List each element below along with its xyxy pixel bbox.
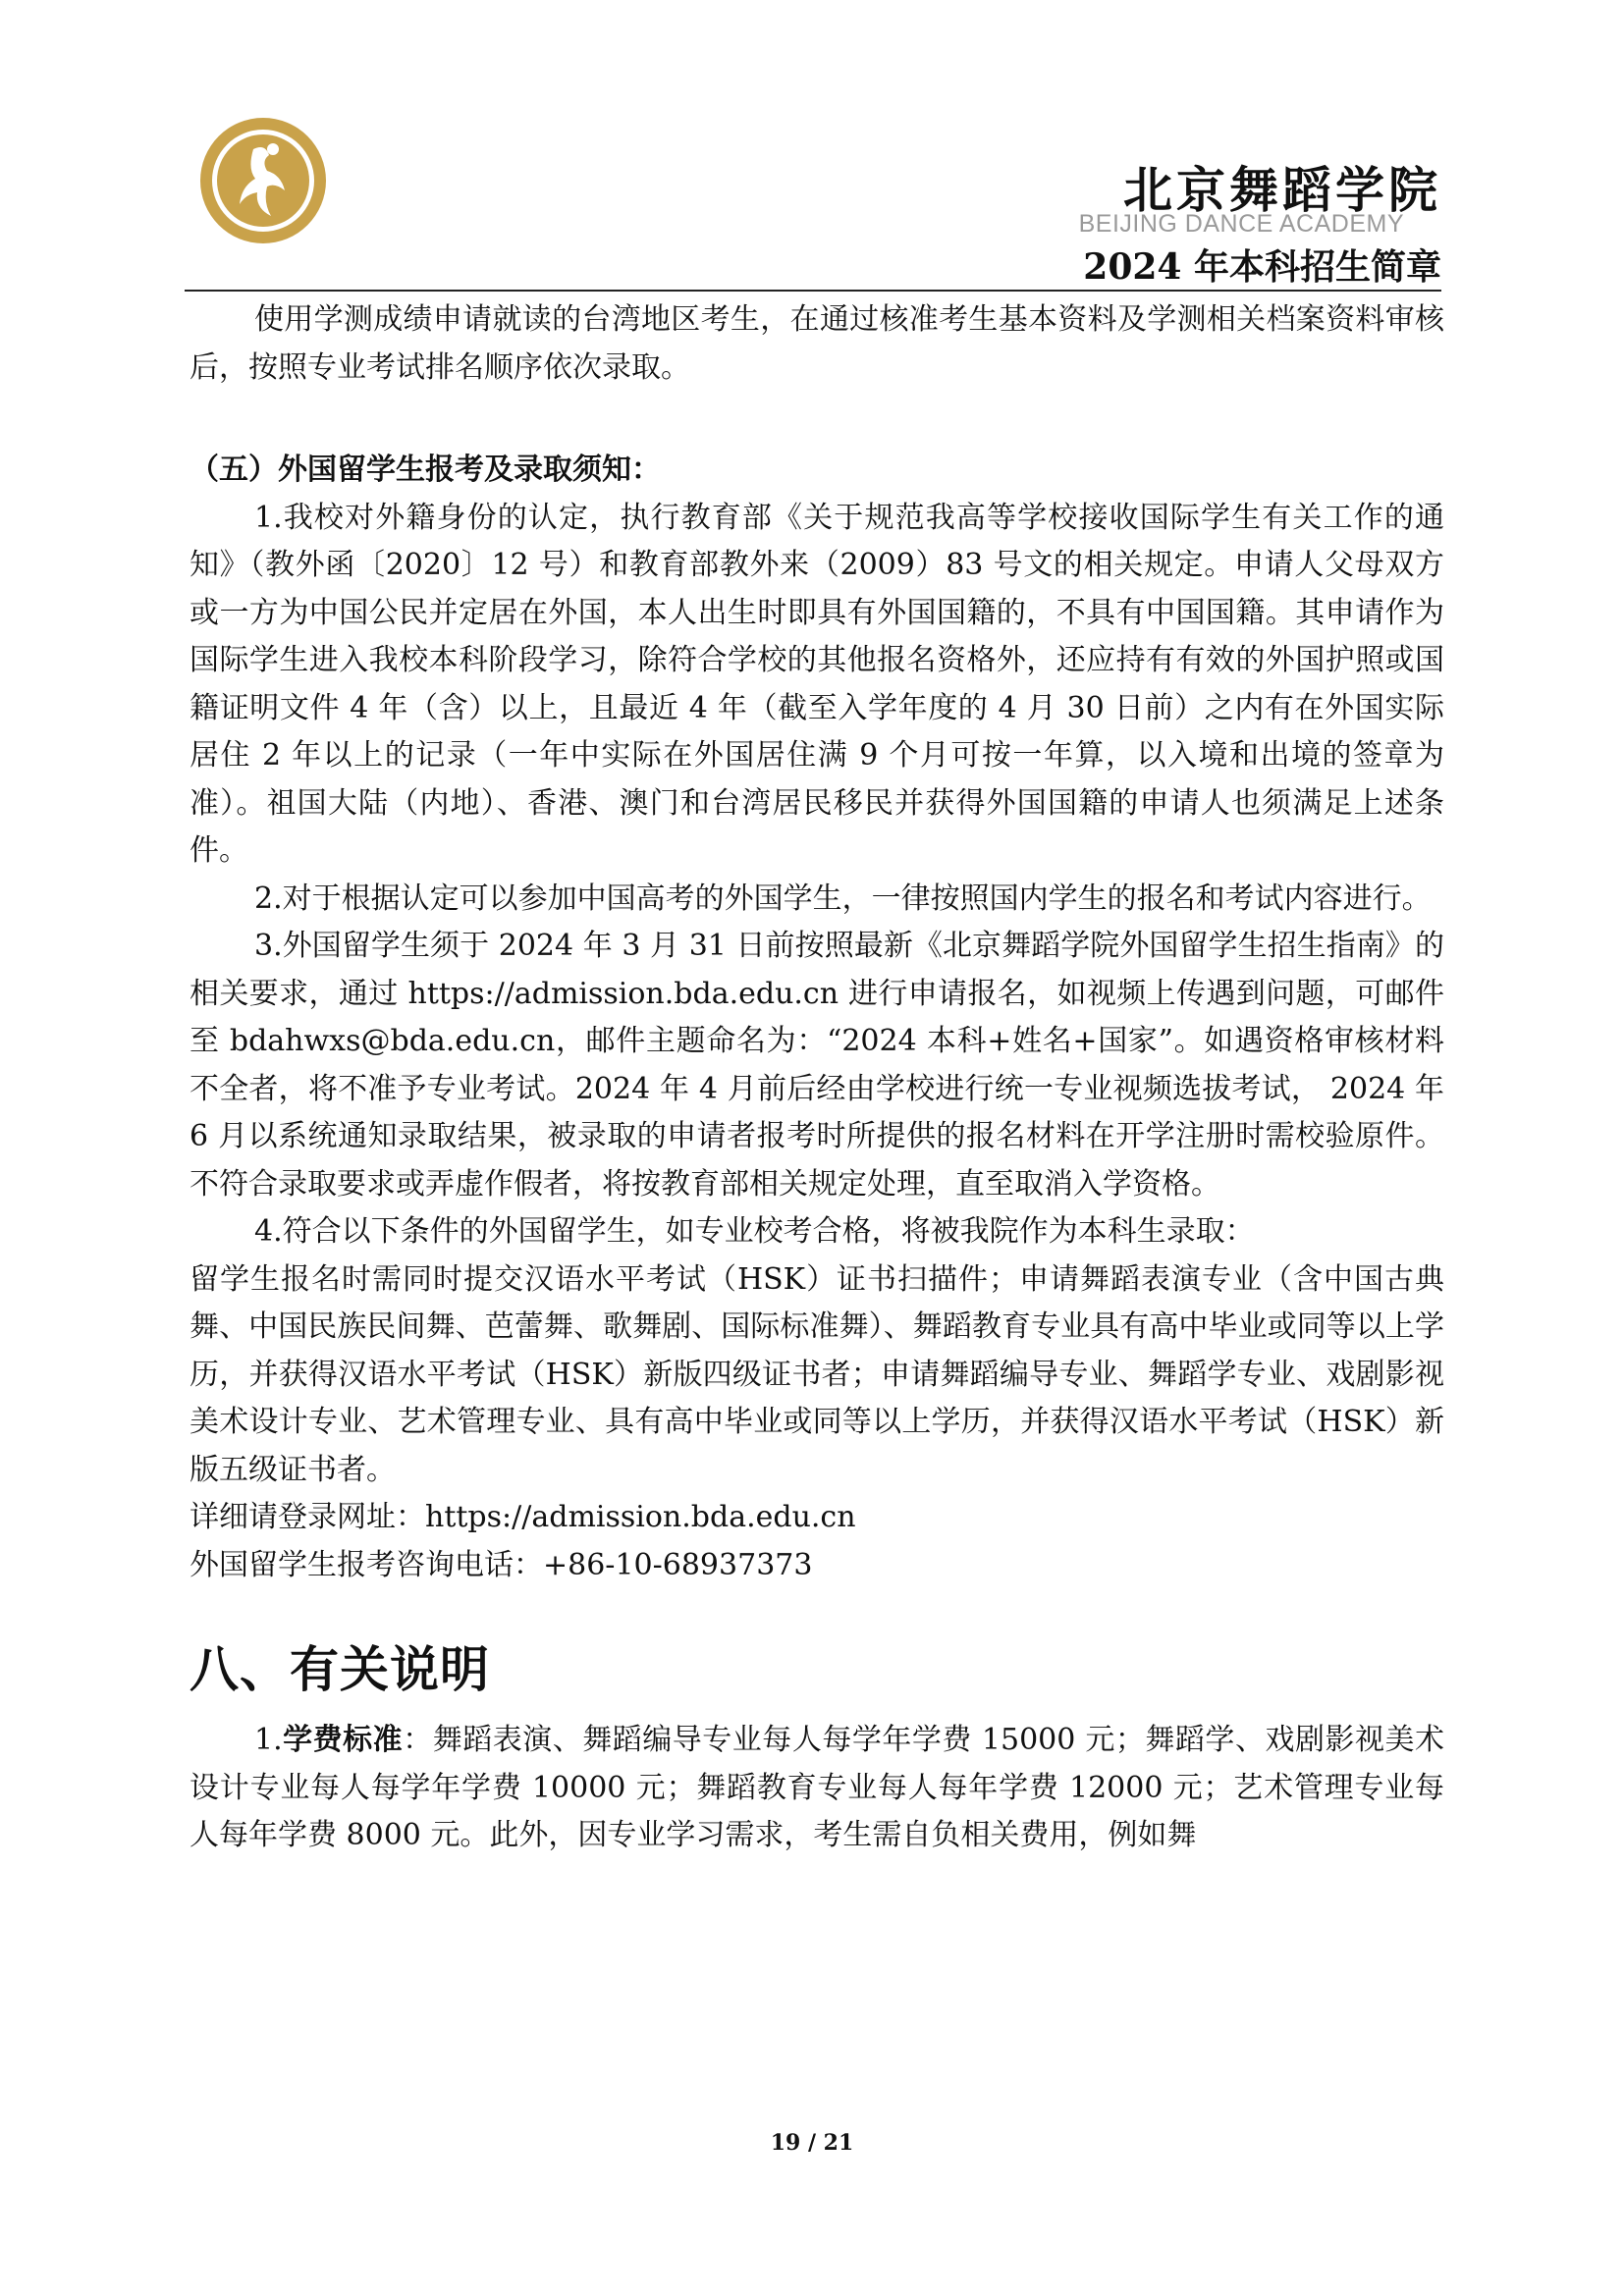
document-body xyxy=(189,296,1444,1860)
page-number: 19 / 21 xyxy=(770,2130,854,2156)
academy-logo xyxy=(196,114,330,247)
tuition-paragraph xyxy=(189,1717,1444,1860)
website-line: 详细请登录网址：https://admission.bda.edu.cn xyxy=(189,1500,856,1534)
header-divider xyxy=(185,290,1441,292)
foreign-student-item-1: 1.我校对外籍身份的认定，执行教育部《关于规范我高等学校接收国际学生有关工作的通知》（教外函〔2020〕12 号）和教育部教外来（2009）83 号文的相关规定。申请人父母双方或一方为中国公民并定居在外国，本人出生时即具有外国国籍的，不具有中国国籍。其申请作为国际学生进入我校本科阶段学习，除符合学校的其他报名资格外，还应持有有效的外国护照或国籍证明文件 4 年（含）以上，且最近 4 年（截至入学年度的 4 月 30 日前）之内有在外国实际居住 2 年以上的记录（一年中实际在外国居住满 9 个月可按一年算，以入境和出境的签章为准）。祖国大陆（内地）、香港、澳门和台湾居民移民并获得外国国籍的申请人也须满足上述条件。 xyxy=(189,500,1444,868)
spacer xyxy=(189,392,1444,447)
foreign-student-item-4: 4.符合以下条件的外国留学生，如专业校考合格，将被我院作为本科生录取： xyxy=(254,1214,1255,1249)
spacer xyxy=(189,1709,1444,1717)
tuition-label: 学费标准 xyxy=(282,1723,404,1757)
school-name-en: BEIJING DANCE ACADEMY xyxy=(1078,210,1404,238)
school-name-cn: 北京舞蹈学院 xyxy=(1123,161,1441,219)
section-8-heading: 八、有关说明 xyxy=(189,1641,490,1698)
foreign-student-item-3: 3.外国留学生须于 2024 年 3 月 31 日前按照最新《北京舞蹈学院外国留学生招生指南》的相关要求，通过 https://admission.bda.edu.cn 进行申请报名，如视频上传遇到问题，可邮件至 bdahwxs@bda.edu.cn，邮件主题命名为：“2024 本科+姓名+国家”。如遇资格审核材料不全者，将不准予专业考试。2024 年 4 月前后经由学校进行统一专业视频选拔考试， 2024 年 6 月以系统通知录取结果，被录取的申请者报考时所提供的报名材料在开学注册时需校验原件。不符合录取要求或弄虚作假者，将按教育部相关规定处理，直至取消入学资格。 xyxy=(189,929,1444,1201)
foreign-student-item-4-detail: 留学生报名时需同时提交汉语水平考试（HSK）证书扫描件；申请舞蹈表演专业（含中国古典舞、中国民族民间舞、芭蕾舞、歌舞剧、国际标准舞）、舞蹈教育专业具有高中毕业或同等以上学历，并获得汉语水平考试（HSK）新版四级证书者；申请舞蹈编导专业、舞蹈学专业、戏剧影视美术设计专业、艺术管理专业、具有高中毕业或同等以上学历，并获得汉语水平考试（HSK）新版五级证书者。 xyxy=(189,1261,1444,1487)
tuition-text: ：舞蹈表演、舞蹈编导专业每人每学年学费 15000 元；舞蹈学、戏剧影视美术设计专业每人每学年学费 10000 元；舞蹈教育专业每人每年学费 12000 元；艺术管理专业每人每年学费 8000 元。此外，因专业学习需求，考生需自负相关费用，例如舞 xyxy=(189,1723,1445,1852)
phone-line: 外国留学生报考咨询电话：+86-10-68937373 xyxy=(189,1547,813,1582)
foreign-student-item-2: 2.对于根据认定可以参加中国高考的外国学生，一律按照国内学生的报名和考试内容进行。 xyxy=(254,881,1432,916)
tuition-number: 1. xyxy=(254,1723,283,1757)
brochure-title: 2024 年本科招生简章 xyxy=(1083,246,1441,288)
taiwan-paragraph: 使用学测成绩申请就读的台湾地区考生，在通过核准考生基本资料及学测相关档案资料审核后，按照专业考试排名顺序依次录取。 xyxy=(189,302,1444,385)
spacer xyxy=(189,1589,1444,1630)
section-5-heading: （五）外国留学生报考及录取须知： xyxy=(189,453,661,487)
